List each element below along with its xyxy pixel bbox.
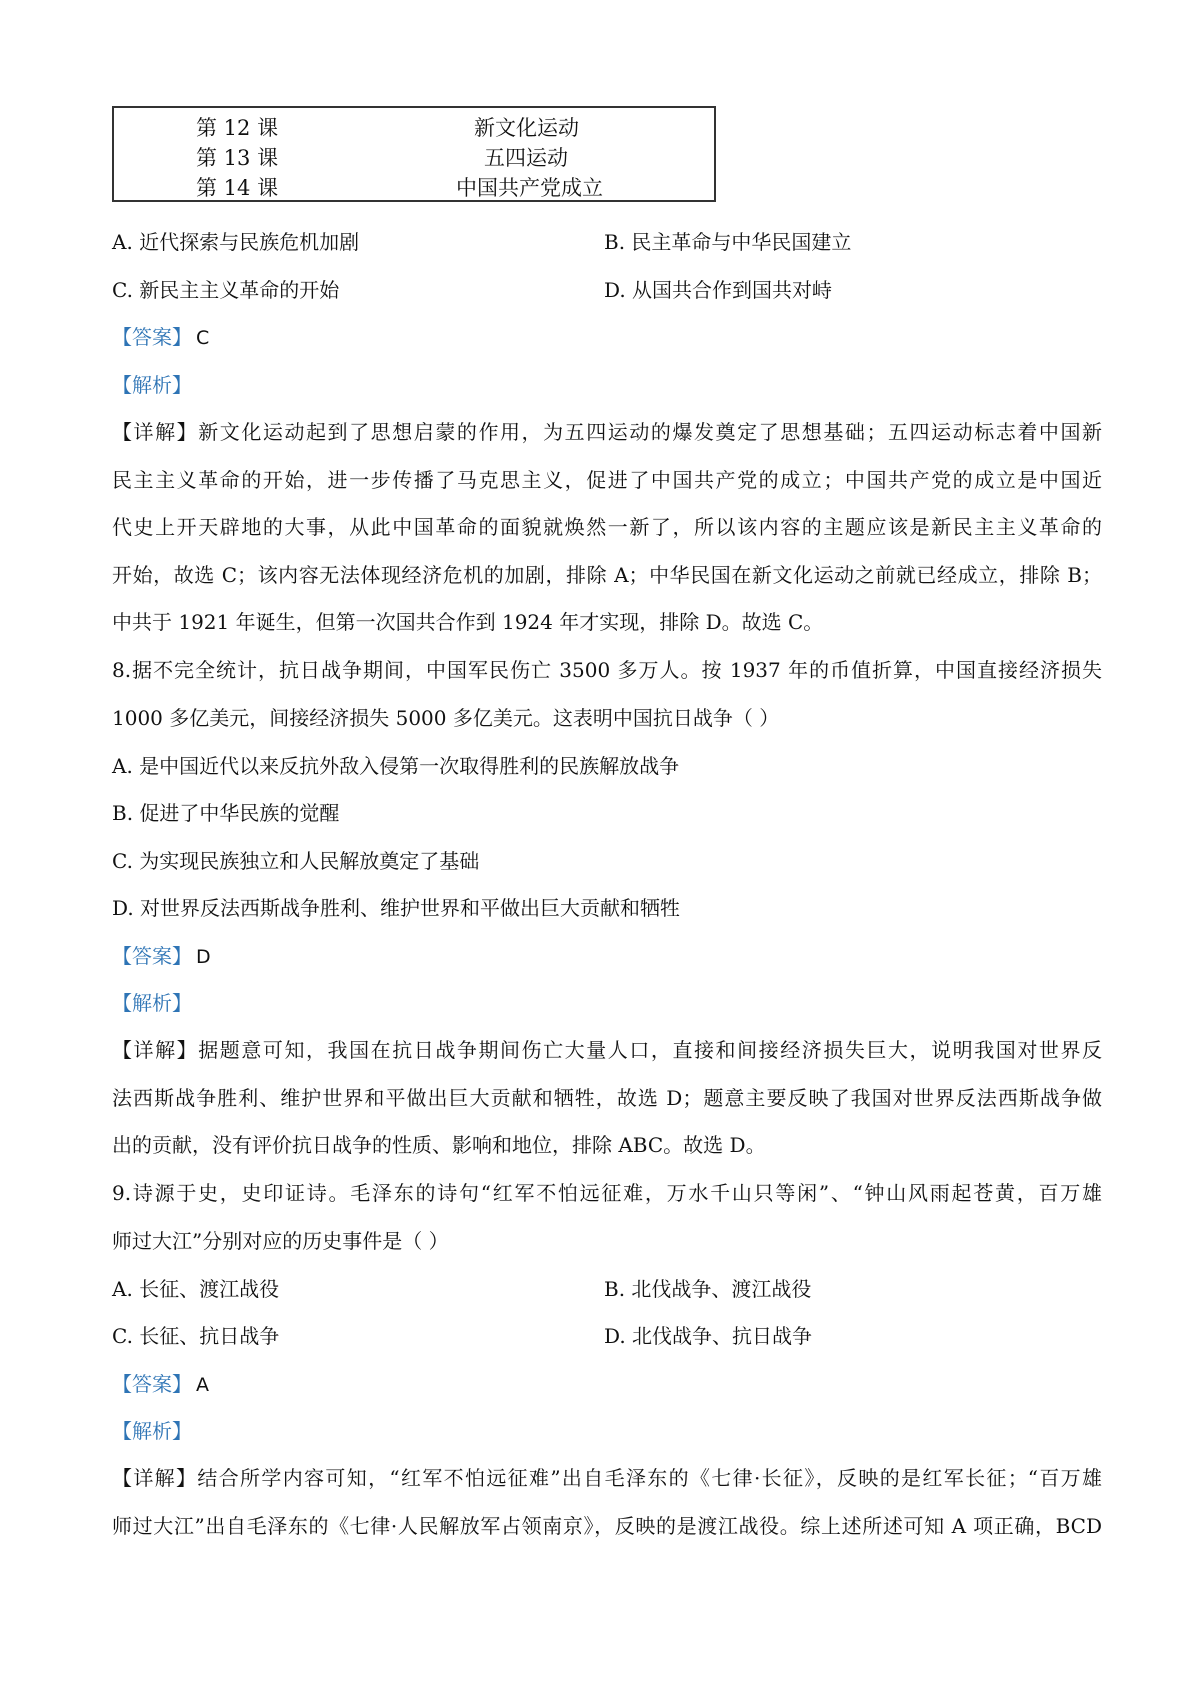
- detail-line: 法西斯战争胜利、维护世界和平做出巨大贡献和牺牲，故选 D；题意主要反映了我国对世界反法西斯战争做: [112, 1085, 1102, 1110]
- stem-line: 9.诗源于史，史印证诗。毛泽东的诗句“红军不怕远征难，万水千山只等闲”、“钟山风雨起苍黄，百万雄: [112, 1181, 1102, 1205]
- lesson-topic: 中国共产党成立: [456, 176, 603, 200]
- detail-line: 【详解】据题意可知，我国在抗日战争期间伤亡大量人口，直接和间接经济损失巨大，说明我国对世界反: [112, 1038, 1102, 1062]
- q7-option-a: A. 近代探索与民族危机加剧: [112, 230, 360, 254]
- analysis-label: 【解析】: [112, 1419, 192, 1443]
- q8-option-b: B. 促进了中华民族的觉醒: [112, 801, 340, 825]
- stem-line: 1000 多亿美元，间接经济损失 5000 多亿美元。这表明中国抗日战争（ ）: [112, 705, 780, 730]
- lesson-row: [114, 142, 714, 172]
- q7-analysis-label: [112, 371, 192, 399]
- q9-detail: [112, 1455, 1102, 1550]
- detail-line: 代史上开天辟地的大事，从此中国革命的面貌就焕然一新了，所以该内容的主题应该是新民主主义革命的: [112, 515, 1102, 539]
- detail-line: 开始，故选 C；该内容无法体现经济危机的加剧，排除 A；中华民国在新文化运动之前就已经成立，排除 B；: [112, 562, 1102, 587]
- q9-option-d: D. 北伐战争、抗日战争: [604, 1324, 813, 1348]
- stem-line: 师过大江”分别对应的历史事件是（ ）: [112, 1228, 449, 1253]
- q8-option-d: D. 对世界反法西斯战争胜利、维护世界和平做出巨大贡献和牺牲: [112, 896, 681, 920]
- q8-answer: [112, 942, 211, 971]
- analysis-label: 【解析】: [112, 991, 192, 1015]
- answer-label: 【答案】: [112, 325, 192, 349]
- answer-label: 【答案】: [112, 1372, 192, 1396]
- detail-line: 【详解】新文化运动起到了思想启蒙的作用，为五四运动的爆发奠定了思想基础；五四运动标志着中国新: [112, 420, 1102, 444]
- answer-value: A: [196, 1374, 209, 1396]
- lesson-row: [114, 112, 714, 142]
- detail-line: 民主主义革命的开始，进一步传播了马克思主义，促进了中国共产党的成立；中国共产党的成立是中国近: [112, 467, 1102, 492]
- q7-option-d: D. 从国共合作到国共对峙: [604, 278, 833, 302]
- analysis-label: 【解析】: [112, 373, 192, 397]
- q8-option-a: A. 是中国近代以来反抗外敌入侵第一次取得胜利的民族解放战争: [112, 754, 680, 778]
- lesson-row: [114, 172, 714, 202]
- q9-option-c: C. 长征、抗日战争: [112, 1324, 280, 1348]
- lesson-number: 第 14 课: [196, 176, 279, 200]
- q9-analysis-label: [112, 1417, 192, 1445]
- q9-answer: [112, 1370, 209, 1399]
- q8-option-c: C. 为实现民族独立和人民解放奠定了基础: [112, 849, 480, 873]
- stem-line: 8.据不完全统计，抗日战争期间，中国军民伤亡 3500 多万人。按 1937 年的币值折算，中国直接经济损失: [112, 658, 1102, 682]
- q8-stem: [112, 647, 1102, 742]
- q8-analysis-label: [112, 989, 192, 1017]
- q8-detail: [112, 1027, 1102, 1170]
- detail-line: 【详解】结合所学内容可知，“红军不怕远征难”出自毛泽东的《七律·长征》，反映的是红军长征；“百万雄: [112, 1466, 1102, 1490]
- detail-line: 出的贡献，没有评价抗日战争的性质、影响和地位，排除 ABC。故选 D。: [112, 1133, 766, 1157]
- lesson-topic: 五四运动: [484, 146, 568, 170]
- lesson-number: 第 13 课: [196, 146, 279, 170]
- answer-value: C: [196, 327, 210, 349]
- q7-option-b: B. 民主革命与中华民国建立: [604, 230, 852, 254]
- q9-stem: [112, 1170, 1102, 1265]
- lesson-number: 第 12 课: [196, 116, 279, 140]
- lesson-topic: 新文化运动: [474, 116, 579, 140]
- answer-label: 【答案】: [112, 944, 192, 968]
- detail-line: 师过大江”出自毛泽东的《七律·人民解放军占领南京》，反映的是渡江战役。综上述所述可知 A 项正确，BCD: [112, 1513, 1102, 1538]
- q9-option-a: A. 长征、渡江战役: [112, 1277, 280, 1301]
- q7-answer: [112, 323, 209, 352]
- detail-line: 中共于 1921 年诞生，但第一次国共合作到 1924 年才实现，排除 D。故选 C。: [112, 610, 824, 634]
- lesson-table: [112, 106, 716, 202]
- q7-detail: [112, 409, 1102, 647]
- q7-option-c: C. 新民主主义革命的开始: [112, 278, 340, 302]
- q9-option-b: B. 北伐战争、渡江战役: [604, 1277, 812, 1301]
- answer-value: D: [196, 946, 211, 968]
